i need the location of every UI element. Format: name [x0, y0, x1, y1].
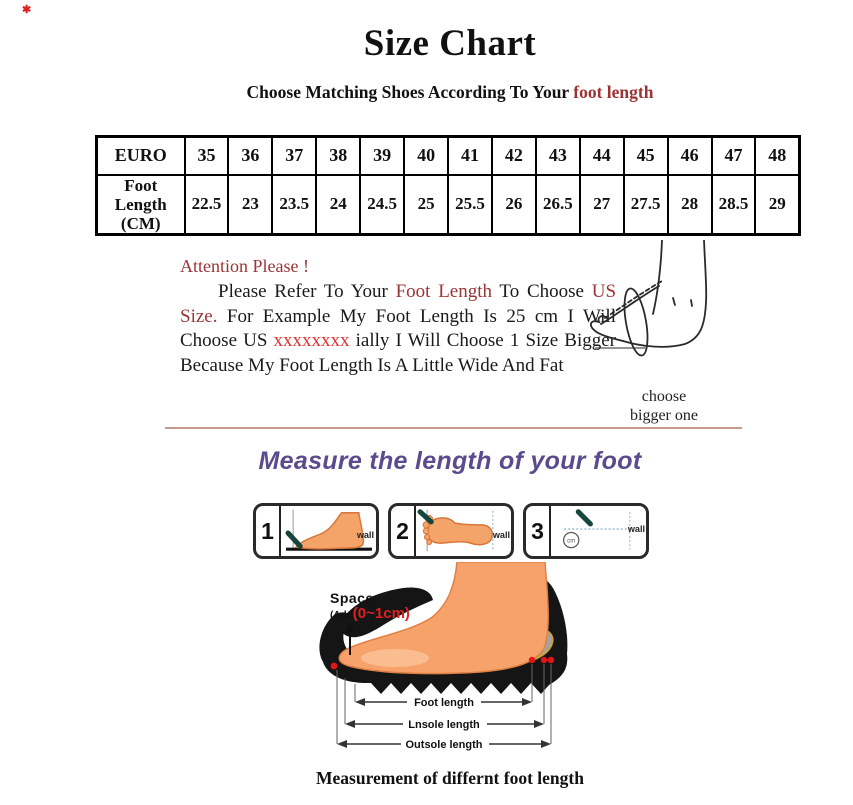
foot-length-row: [97, 175, 800, 235]
foot-side-view-icon: [281, 506, 376, 556]
toe-reference-dot: [331, 663, 338, 670]
foot-length-cell: 26: [492, 175, 536, 235]
attention-redacted-x: xxxxxxxx: [273, 330, 350, 352]
step-panel-2: [388, 503, 514, 559]
choose-bigger-caption: [598, 387, 730, 425]
foot-length-cell: 26.5: [536, 175, 580, 235]
euro-size-cell: 39: [360, 137, 404, 175]
step-panel-1: [253, 503, 379, 559]
arrowhead-left: [345, 720, 355, 728]
euro-size-cell: 48: [755, 137, 799, 175]
euro-size-cell: 46: [668, 137, 712, 175]
pen-icon: [578, 512, 590, 524]
subtitle-highlight: foot length: [573, 82, 654, 102]
foot-length-cell: 27.5: [624, 175, 668, 235]
measuring-steps: [253, 503, 649, 559]
size-table: [95, 135, 801, 236]
choose-bigger-line2: bigger one: [630, 407, 698, 425]
heel-reference-dot: [529, 657, 535, 663]
euro-row-header: EURO: [97, 137, 185, 175]
foot-ankle-sketch-icon: [583, 240, 751, 372]
foot-length-cell: 29: [755, 175, 799, 235]
euro-size-cell: 36: [228, 137, 272, 175]
sketch-ankle-tick-2: [691, 300, 692, 306]
outsole-length-label: Outsole length: [405, 739, 483, 751]
space-range-text: (0~1cm): [352, 604, 410, 622]
measure-section-heading: Measure the length of your foot: [258, 447, 642, 475]
choose-bigger-line1: choose: [641, 388, 687, 405]
heel-reference-dot: [548, 657, 554, 663]
toe-bump: [424, 534, 429, 539]
measure-distance-icon: [551, 506, 646, 556]
foot-length-cell: 24.5: [360, 175, 404, 235]
euro-size-cell: 41: [448, 137, 492, 175]
foot-length-cell: 22.5: [185, 175, 229, 235]
euro-size-cell: 40: [404, 137, 448, 175]
attention-heading: Attention Please !: [180, 256, 309, 276]
arrowhead-right: [534, 720, 544, 728]
euro-size-cell: 43: [536, 137, 580, 175]
section-divider: [165, 427, 742, 429]
wall-label: wall: [492, 530, 510, 541]
toe-bump: [423, 522, 429, 528]
page-title: Size Chart: [363, 23, 537, 64]
toe-bump: [427, 540, 432, 545]
heel-reference-dot: [541, 657, 547, 663]
foot-length-cell: 27: [580, 175, 624, 235]
euro-row: [97, 137, 800, 175]
euro-size-cell: 35: [185, 137, 229, 175]
space-annotation: [330, 591, 410, 622]
toe-bump: [423, 528, 429, 534]
arrowhead-right: [541, 740, 551, 748]
wall-label: wall: [356, 530, 374, 541]
foot-length-cell: 23.5: [272, 175, 316, 235]
step-number: 2: [391, 506, 416, 556]
foot-length-cell: 24: [316, 175, 360, 235]
sketch-right-leg-line: [623, 240, 706, 347]
insole-length-label: Lnsole length: [408, 719, 480, 731]
arrowhead-left: [355, 698, 365, 706]
corner-artifact-mark: ✱: [22, 4, 32, 16]
attention-block: [180, 256, 616, 379]
bottom-caption: Measurement of differnt foot length: [316, 768, 584, 788]
footprint-shape: [427, 518, 492, 545]
attention-text: Please Refer To Your: [218, 281, 396, 302]
arrowhead-left: [337, 740, 347, 748]
foot-length-cell: 28.5: [712, 175, 756, 235]
sketch-instep-line: [601, 286, 659, 324]
step-panel-3: [523, 503, 649, 559]
subtitle-prefix: Choose Matching Shoes According To Your: [246, 82, 574, 102]
pen-icon: [288, 533, 300, 546]
foot-length-cell: 25: [404, 175, 448, 235]
foot-highlight: [361, 649, 429, 667]
euro-size-cell: 37: [272, 137, 316, 175]
sketch-left-leg-line: [653, 240, 662, 314]
foot-length-label: Foot length: [414, 697, 474, 709]
euro-size-cell: 42: [492, 137, 536, 175]
attention-text: ially I Will Choose 1 Size Bigger Because My Foot Length Is A Little Wide And Fat: [180, 330, 616, 377]
sketch-ankle-tick-1: [673, 298, 675, 305]
attention-text: For Example My Foot Length Is 25 cm I Will Choose US: [180, 305, 616, 352]
arrowhead-right: [522, 698, 532, 706]
foot-length-cell: 25.5: [448, 175, 492, 235]
footprint-icon: [416, 506, 511, 556]
step-number: 3: [526, 506, 551, 556]
insole-length-measure: [345, 716, 544, 731]
foot-length-cell: 28: [668, 175, 712, 235]
space-annotation-line2: [330, 606, 410, 623]
euro-size-cell: 44: [580, 137, 624, 175]
attention-text: To Choose: [492, 281, 592, 302]
attention-us-size: US Size.: [180, 281, 617, 327]
outsole-length-measure: [337, 736, 551, 751]
space-add-text: (Add: [330, 609, 353, 621]
step-number: 1: [256, 506, 281, 556]
euro-size-cell: 38: [316, 137, 360, 175]
wall-label: wall: [627, 524, 645, 535]
space-annotation-line1: Space: [330, 590, 374, 606]
attention-foot-length: Foot Length: [395, 281, 493, 302]
foot-shape: [296, 513, 363, 549]
subtitle: [50, 82, 850, 103]
ruler-circle-text: cm: [567, 538, 576, 545]
euro-size-cell: 45: [624, 137, 668, 175]
euro-size-cell: 47: [712, 137, 756, 175]
foot-length-row-header: Foot Length (CM): [97, 175, 185, 235]
foot-length-measure: [355, 694, 532, 709]
foot-length-cell: 23: [228, 175, 272, 235]
attention-paragraph: [180, 280, 616, 379]
